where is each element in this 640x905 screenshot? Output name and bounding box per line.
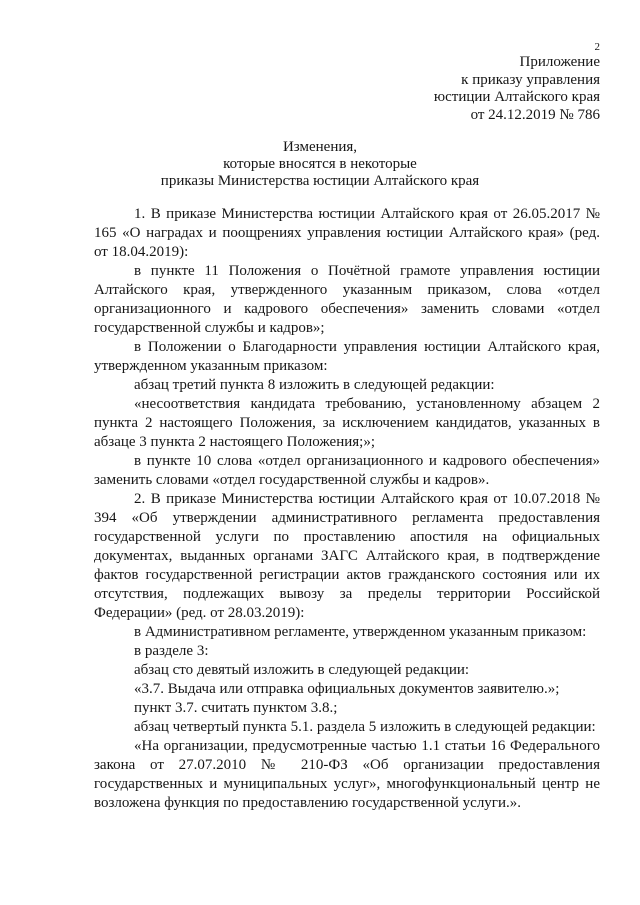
document-body [94,205,600,813]
paragraph-1: 1. В приказе Министерства юстиции Алтайского края от 26.05.2017 № 165 «О наградах и поощрениях управления юстиции Алтайского края» (ред. от 18.04.2019): [94,206,600,260]
paragraph-6: в пункте 10 слова «отдел организационного и кадрового обеспечения» заменить словами «отдел государственной службы и кадров». [94,453,600,488]
paragraph-2: в пункте 11 Положения о Почётной грамоте управления юстиции Алтайского края, утвержденного указанным приказом, слова «отдел организационного и кадрового обеспечения» заменить словами «отдел государственной службы и кадров»; [94,263,600,336]
appendix-title: Приложение [519,54,600,70]
paragraph-11: «3.7. Выдача или отправка официальных документов заявителю.»; [134,681,560,697]
appendix-date-number: от 24.12.2019 № 786 [470,106,600,123]
page-number: 2 [594,41,600,53]
paragraph-10: абзац сто девятый изложить в следующей редакции: [134,662,470,678]
appendix-block [434,54,600,124]
paragraph-13: абзац четвертый пункта 5.1. раздела 5 изложить в следующей редакции: [134,719,596,735]
paragraph-14: «На организации, предусмотренные частью 1.1 статьи 16 Федерального закона от 27.07.2010 № 210-ФЗ «Об организации предоставления государственных и муниципальных услуг», многофункциональный центр не возложена функция по предоставлению государственной услуги.». [94,738,600,811]
paragraph-5: «несоответствия кандидата требованию, установленному абзацем 2 пункта 2 настоящего Положения, за исключением кандидатов, указанных в абзаце 3 пункта 2 настоящего Положения;»; [94,396,600,450]
heading-line-3: приказы Министерства юстиции Алтайского края [160,173,480,189]
paragraph-9: в разделе 3: [134,643,209,659]
paragraph-4: абзац третий пункта 8 изложить в следующей редакции: [134,377,495,393]
heading-line-2: которые вносятся в некоторые [223,156,417,172]
appendix-department: юстиции Алтайского края [433,89,600,105]
appendix-order-ref: к приказу управления [461,71,600,88]
paragraph-8: в Административном регламенте, утвержденном указанным приказом: [134,624,587,640]
document-heading [0,139,640,190]
heading-line-1: Изменения, [282,139,358,155]
paragraph-3: в Положении о Благодарности управления юстиции Алтайского края, утвержденном указанным приказом: [94,339,600,374]
paragraph-12: пункт 3.7. считать пунктом 3.8.; [134,700,338,716]
paragraph-7: 2. В приказе Министерства юстиции Алтайского края от 10.07.2018 № 394 «Об утверждении административного регламента предоставления государственной услуги по проставлению апостиля на официальных документах, выданных органами ЗАГС Алтайского края, в подтверждение фактов государственной регистрации актов гражданского состояния или их отсутствия, подлежащих вывозу за пределы территории Российской Федерации» (ред. от 28.03.2019): [94,491,600,621]
